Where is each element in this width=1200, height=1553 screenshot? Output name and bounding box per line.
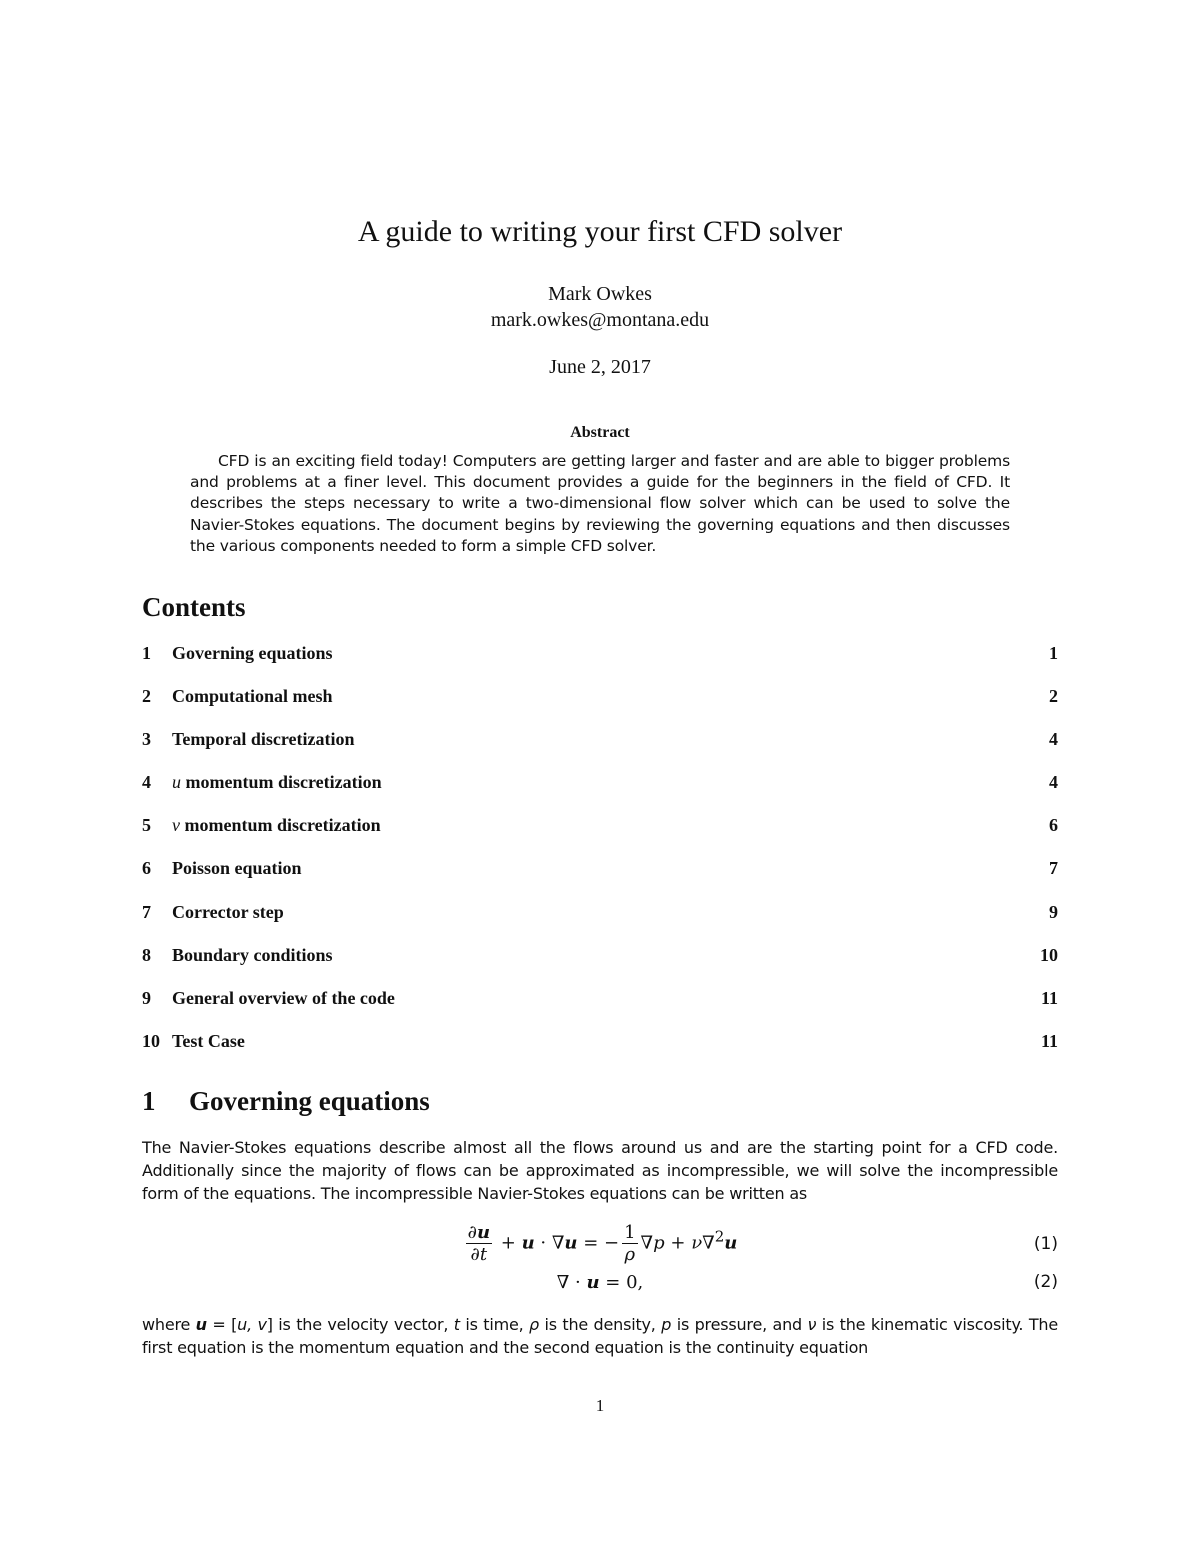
toc-entry-1[interactable]: [142, 640, 1058, 683]
equation-body: $\frac{\partial u}{\partial t}$ + u · ∇u = − $\frac{1}{\rho}$ ∇p + ν∇$^2$u: [467, 1222, 738, 1265]
section-where-paragraph: where u = [u, v] is the velocity vector, t is time, ρ is the density, p is pressure, and ν is the kinematic viscosity. The first equation is the momentum equation and the second equation is the continuity equation: [142, 1315, 1058, 1357]
publication-date: June 2, 2017: [549, 356, 651, 378]
toc-entry-2[interactable]: [142, 683, 1058, 726]
toc-entry-page: 7: [1049, 858, 1058, 879]
abstract-heading: Abstract: [570, 424, 630, 441]
toc-entry-number: 9: [142, 987, 151, 1008]
toc-entry-label: Corrector step: [172, 901, 284, 922]
equation-continuity: [142, 1270, 1058, 1310]
toc-entry-label: General overview of the code: [172, 987, 395, 1008]
toc-entry-label: Poisson equation: [172, 858, 302, 879]
toc-entry-number: 10: [142, 1030, 160, 1051]
section-title: Governing equations: [189, 1086, 430, 1116]
toc-entry-variable: v: [172, 815, 180, 836]
toc-entry-number: 8: [142, 944, 151, 965]
toc-entry-page: 1: [1049, 643, 1058, 663]
toc-entry-number: 5: [142, 815, 151, 836]
section-intro-paragraph: The Navier-Stokes equations describe almost all the flows around us and are the starting point for a CFD code. Additionally since the majority of flows can be approximated as incompressible, we will solve the incompressible form of the equations. The incompressible Navier-Stokes equations can be written as: [142, 1138, 1058, 1203]
toc-entry-6[interactable]: [142, 855, 1058, 898]
author-email[interactable]: mark.owkes@montana.edu: [490, 309, 710, 331]
equation-momentum: [142, 1222, 1058, 1270]
toc-entry-page: 11: [1040, 1030, 1058, 1051]
toc-entry-label: u momentum discretization: [172, 772, 382, 793]
toc-entry-page: 11: [1040, 987, 1058, 1008]
toc-entry-3[interactable]: [142, 726, 1058, 769]
paper-title: A guide to writing your first CFD solver: [357, 215, 843, 248]
abstract-text: CFD is an exciting field today! Computers are getting larger and faster and are able to bigger problems and problems at a finer level. This document provides a guide for the beginners in the field of CFD. It describes the steps necessary to write a two-dimensional flow solver which can be used to solve the Navier-Stokes equations. The document begins by reviewing the governing equations and then discusses the various components needed to form a simple CFD solver.: [190, 452, 1010, 555]
toc-entry-page: 2: [1049, 686, 1058, 707]
toc-entry-5[interactable]: [142, 812, 1058, 855]
toc-entry-page: 4: [1049, 772, 1058, 793]
toc-entry-number: 1: [142, 643, 151, 663]
toc-entry-number: 6: [142, 858, 151, 879]
table-of-contents: [142, 640, 1058, 1071]
toc-entry-number: 2: [142, 686, 151, 707]
toc-entry-number: 4: [142, 772, 151, 793]
page-number: 1: [595, 1396, 605, 1415]
toc-entry-number: 7: [142, 901, 151, 922]
toc-entry-page: 10: [1040, 944, 1058, 965]
toc-entry-label: Boundary conditions: [172, 944, 333, 965]
toc-entry-page: 6: [1049, 815, 1058, 836]
section-heading: [142, 1083, 430, 1119]
equation-number: (1): [1033, 1234, 1058, 1254]
toc-entry-label: Computational mesh: [172, 686, 333, 707]
toc-entry-10[interactable]: [142, 1028, 1058, 1071]
equation-body: ∇ · u = 0,: [556, 1272, 644, 1293]
toc-entry-label: Temporal discretization: [172, 729, 355, 750]
toc-entry-4[interactable]: [142, 769, 1058, 812]
toc-entry-9[interactable]: [142, 985, 1058, 1028]
equation-number: (2): [1033, 1272, 1058, 1292]
toc-entry-number: 3: [142, 729, 151, 750]
toc-entry-variable: u: [172, 772, 181, 793]
toc-entry-page: 4: [1049, 729, 1058, 750]
contents-heading: Contents: [142, 592, 246, 622]
toc-entry-8[interactable]: [142, 942, 1058, 985]
section-number: 1: [142, 1086, 156, 1116]
toc-entry-page: 9: [1049, 901, 1058, 922]
toc-entry-label: Governing equations: [172, 643, 333, 663]
toc-entry-7[interactable]: [142, 899, 1058, 942]
toc-entry-label: v momentum discretization: [172, 815, 381, 836]
author-name: Mark Owkes: [548, 283, 652, 305]
toc-entry-label: Test Case: [172, 1030, 245, 1051]
